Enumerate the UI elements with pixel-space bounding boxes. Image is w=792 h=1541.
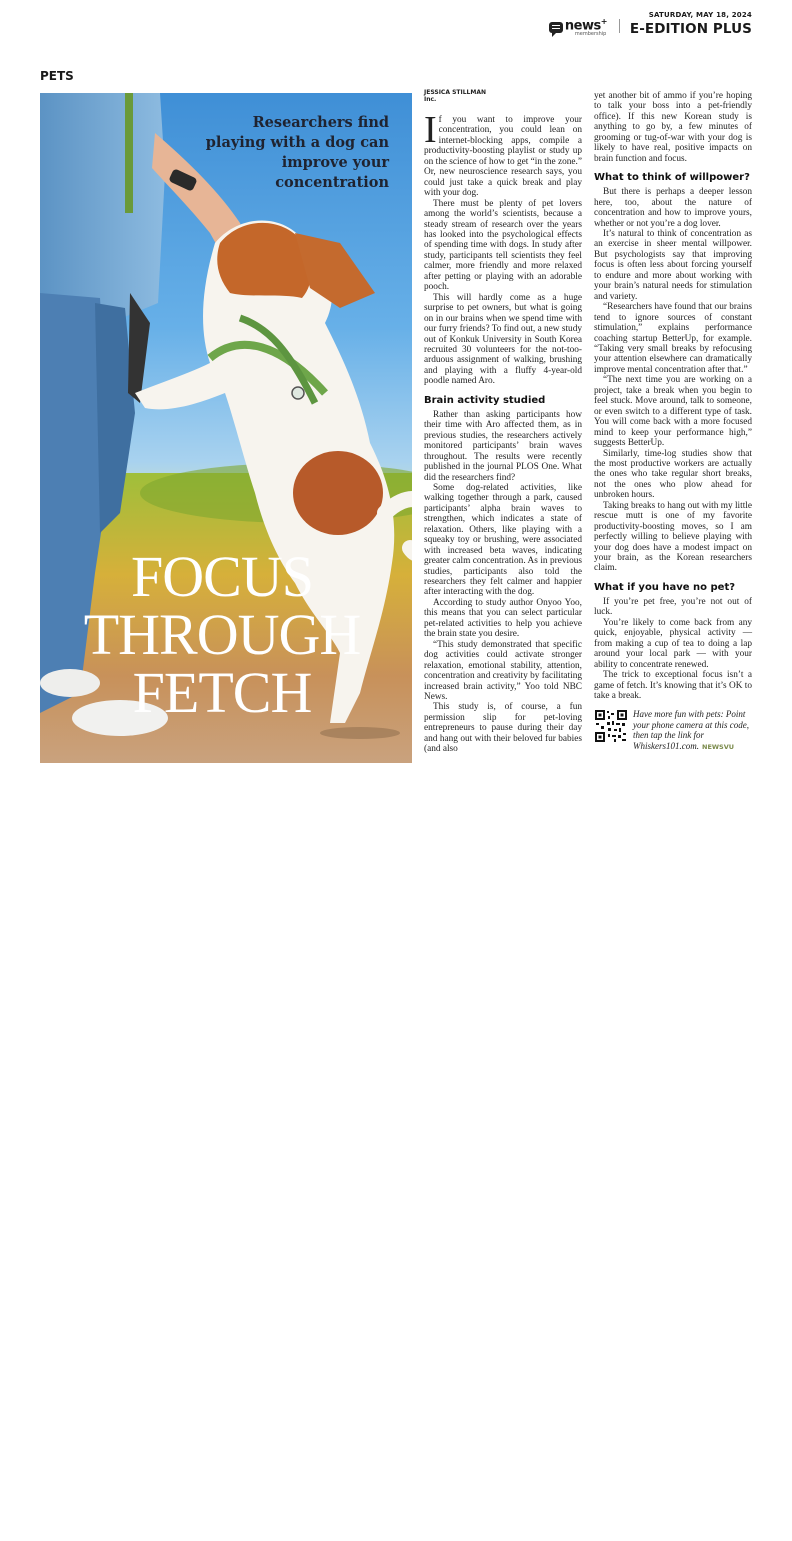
logo-subtext: membership <box>574 31 607 37</box>
paragraph: “This study demonstrated that specific dog activities could activate stronger relaxation, emotional stability, attention, concentration and creativity by facilitating increased brain activity,” Yoo told NBC News. <box>424 639 582 703</box>
edition-date: SATURDAY, MAY 18, 2024 <box>648 11 752 19</box>
paragraph: If you want to improve your concentration, you could lean on internet-blocking apps, compile a productivity-boosting playlist or study up on the science of how to get “in the zone.” Or, new neuroscience research says, you could just take a quick break and play with your dog. <box>424 109 582 199</box>
news-membership-logo[interactable] <box>549 18 607 37</box>
paragraph: “The next time you are working on a project, take a break when you begin to feel stuck. Move around, talk to someone, or even switch to a different type of task. You will come back with a more focused mind to keep your performance high,” suggests BetterUp. <box>594 375 752 449</box>
qr-promo[interactable] <box>594 709 752 752</box>
section-label: PETS <box>40 69 74 83</box>
qr-code-icon[interactable] <box>594 709 628 743</box>
subhead-no-pet: What if you have no pet? <box>594 581 736 593</box>
paragraph: “Researchers have found that our brains tend to ignore sources of constant stimulation,” explains performance coaching startup BetterUp, for example. “Taking very small breaks by refocusing your attention elsewhere can dramatically improve mental concentration after that.” <box>594 302 752 375</box>
paragraph: Similarly, time-log studies show that the most productive workers are actually the ones who take regular short breaks, not the ones who plow ahead for unbroken hours. <box>594 448 752 501</box>
promo-text: Have more fun with pets: Point your phone camera at this code, then tap the link for Whiskers101.com. <box>633 709 749 751</box>
paragraph: Taking breaks to hang out with my little rescue mutt is one of my favorite productivity-boosting moves, so I am perfectly willing to believe playing with your dog does have a modest impact on your brain, as the Korean researchers claim. <box>594 500 752 574</box>
masthead-divider <box>619 19 620 33</box>
paragraph: The trick to exceptional focus isn’t a game of fetch. It’s knowing that it’s OK to take a break. <box>594 670 752 702</box>
byline-author: JESSICA STILLMAN <box>424 89 487 96</box>
article-column-1 <box>424 89 582 755</box>
paragraph: You’re likely to come back from any quick, enjoyable, physical activity — from making a cup of tea to doing a lap around your local park — with your ability to concentrate renewed. <box>594 617 752 670</box>
drop-cap: I <box>424 109 437 151</box>
subhead-brain-activity: Brain activity studied <box>424 394 546 406</box>
paragraph: But there is perhaps a deeper lesson here, too, about the nature of concentration and how to improve yours, whether or not you’re a dog lover. <box>594 187 752 229</box>
paragraph: According to study author Onyoo Yoo, this means that you can select particular pet-related activities to help you achieve the brain state you desire. <box>424 597 582 640</box>
paragraph: This study is, of course, a fun permission slip for pet-loving entrepreneurs to pause during their day and hang out with their beloved fur babies (and also <box>424 702 582 755</box>
masthead <box>549 9 752 37</box>
article-deck: Researchers find playing with a dog can improve your concentration <box>205 114 389 191</box>
headline-line-1: FOCUS <box>131 544 313 609</box>
newsvu-logo: NEWSVU <box>702 742 735 751</box>
subhead-willpower: What to think of willpower? <box>594 172 750 184</box>
logo-word: news <box>564 18 601 33</box>
paragraph: If you’re pet free, you’re not out of luck. <box>594 596 752 618</box>
headline-line-3: FETCH <box>132 660 312 725</box>
article-column-2 <box>594 91 752 752</box>
byline-organization: Inc. <box>424 96 437 103</box>
article-photo <box>40 93 412 763</box>
paragraph: yet another bit of ammo if you’re hoping to talk your boss into a pet-friendly office). If this new Korean study is anything to go by, a few minutes of grooming or tug-of-war with your dog is likely to have real, positive impacts on brain function and focus. <box>594 91 752 164</box>
chat-bubble-icon <box>549 22 563 33</box>
paragraph: It’s natural to think of concentration as an exercise in sheer mental willpower. But psychologists say that improving focus is often less about forcing yourself to endure and more about working with your brain’s natural needs for stimulation and variety. <box>594 228 752 302</box>
paragraph: This will hardly come as a huge surprise to pet owners, but what is going on in our brains when we spend time with our furry friends? To find out, a new study out of Konkuk University in South Korea recruited 30 volunteers for the not-too-arduous assignment of walking, brushing and playing with a fluffy 4-year-old poodle named Aro. <box>424 292 582 387</box>
logo-plus: + <box>600 16 607 26</box>
paragraph: Rather than asking participants how their time with Aro affected them, as in previous studies, the researchers actively monitored participants’ brain waves throughout. The results were recently published in the journal PLOS One. What did the researchers find? <box>424 409 582 483</box>
paragraph: There must be plenty of pet lovers among the world’s scientists, because a steady stream of research over the years has looked into the psychological effects of spending time with dogs. In study after study, participants tell scientists they feel calmer, more friendly and more relaxed after petting or playing with an adorable pooch. <box>424 198 582 293</box>
headline-line-2: THROUGH <box>83 602 361 667</box>
byline <box>424 89 582 103</box>
edition-title: E-EDITION PLUS <box>629 21 752 37</box>
paragraph: Some dog-related activities, like walking together through a park, caused participants’ alpha brain waves to strengthen, which indicates a state of relaxation. Others, like playing with a squeaky toy or brushing, were associated with increased beta waves, indicating greater calm concentration. As in previous studies, participants also told the researchers they felt calmer and happier after interacting with the dog. <box>424 482 582 598</box>
article-headline <box>52 544 392 725</box>
